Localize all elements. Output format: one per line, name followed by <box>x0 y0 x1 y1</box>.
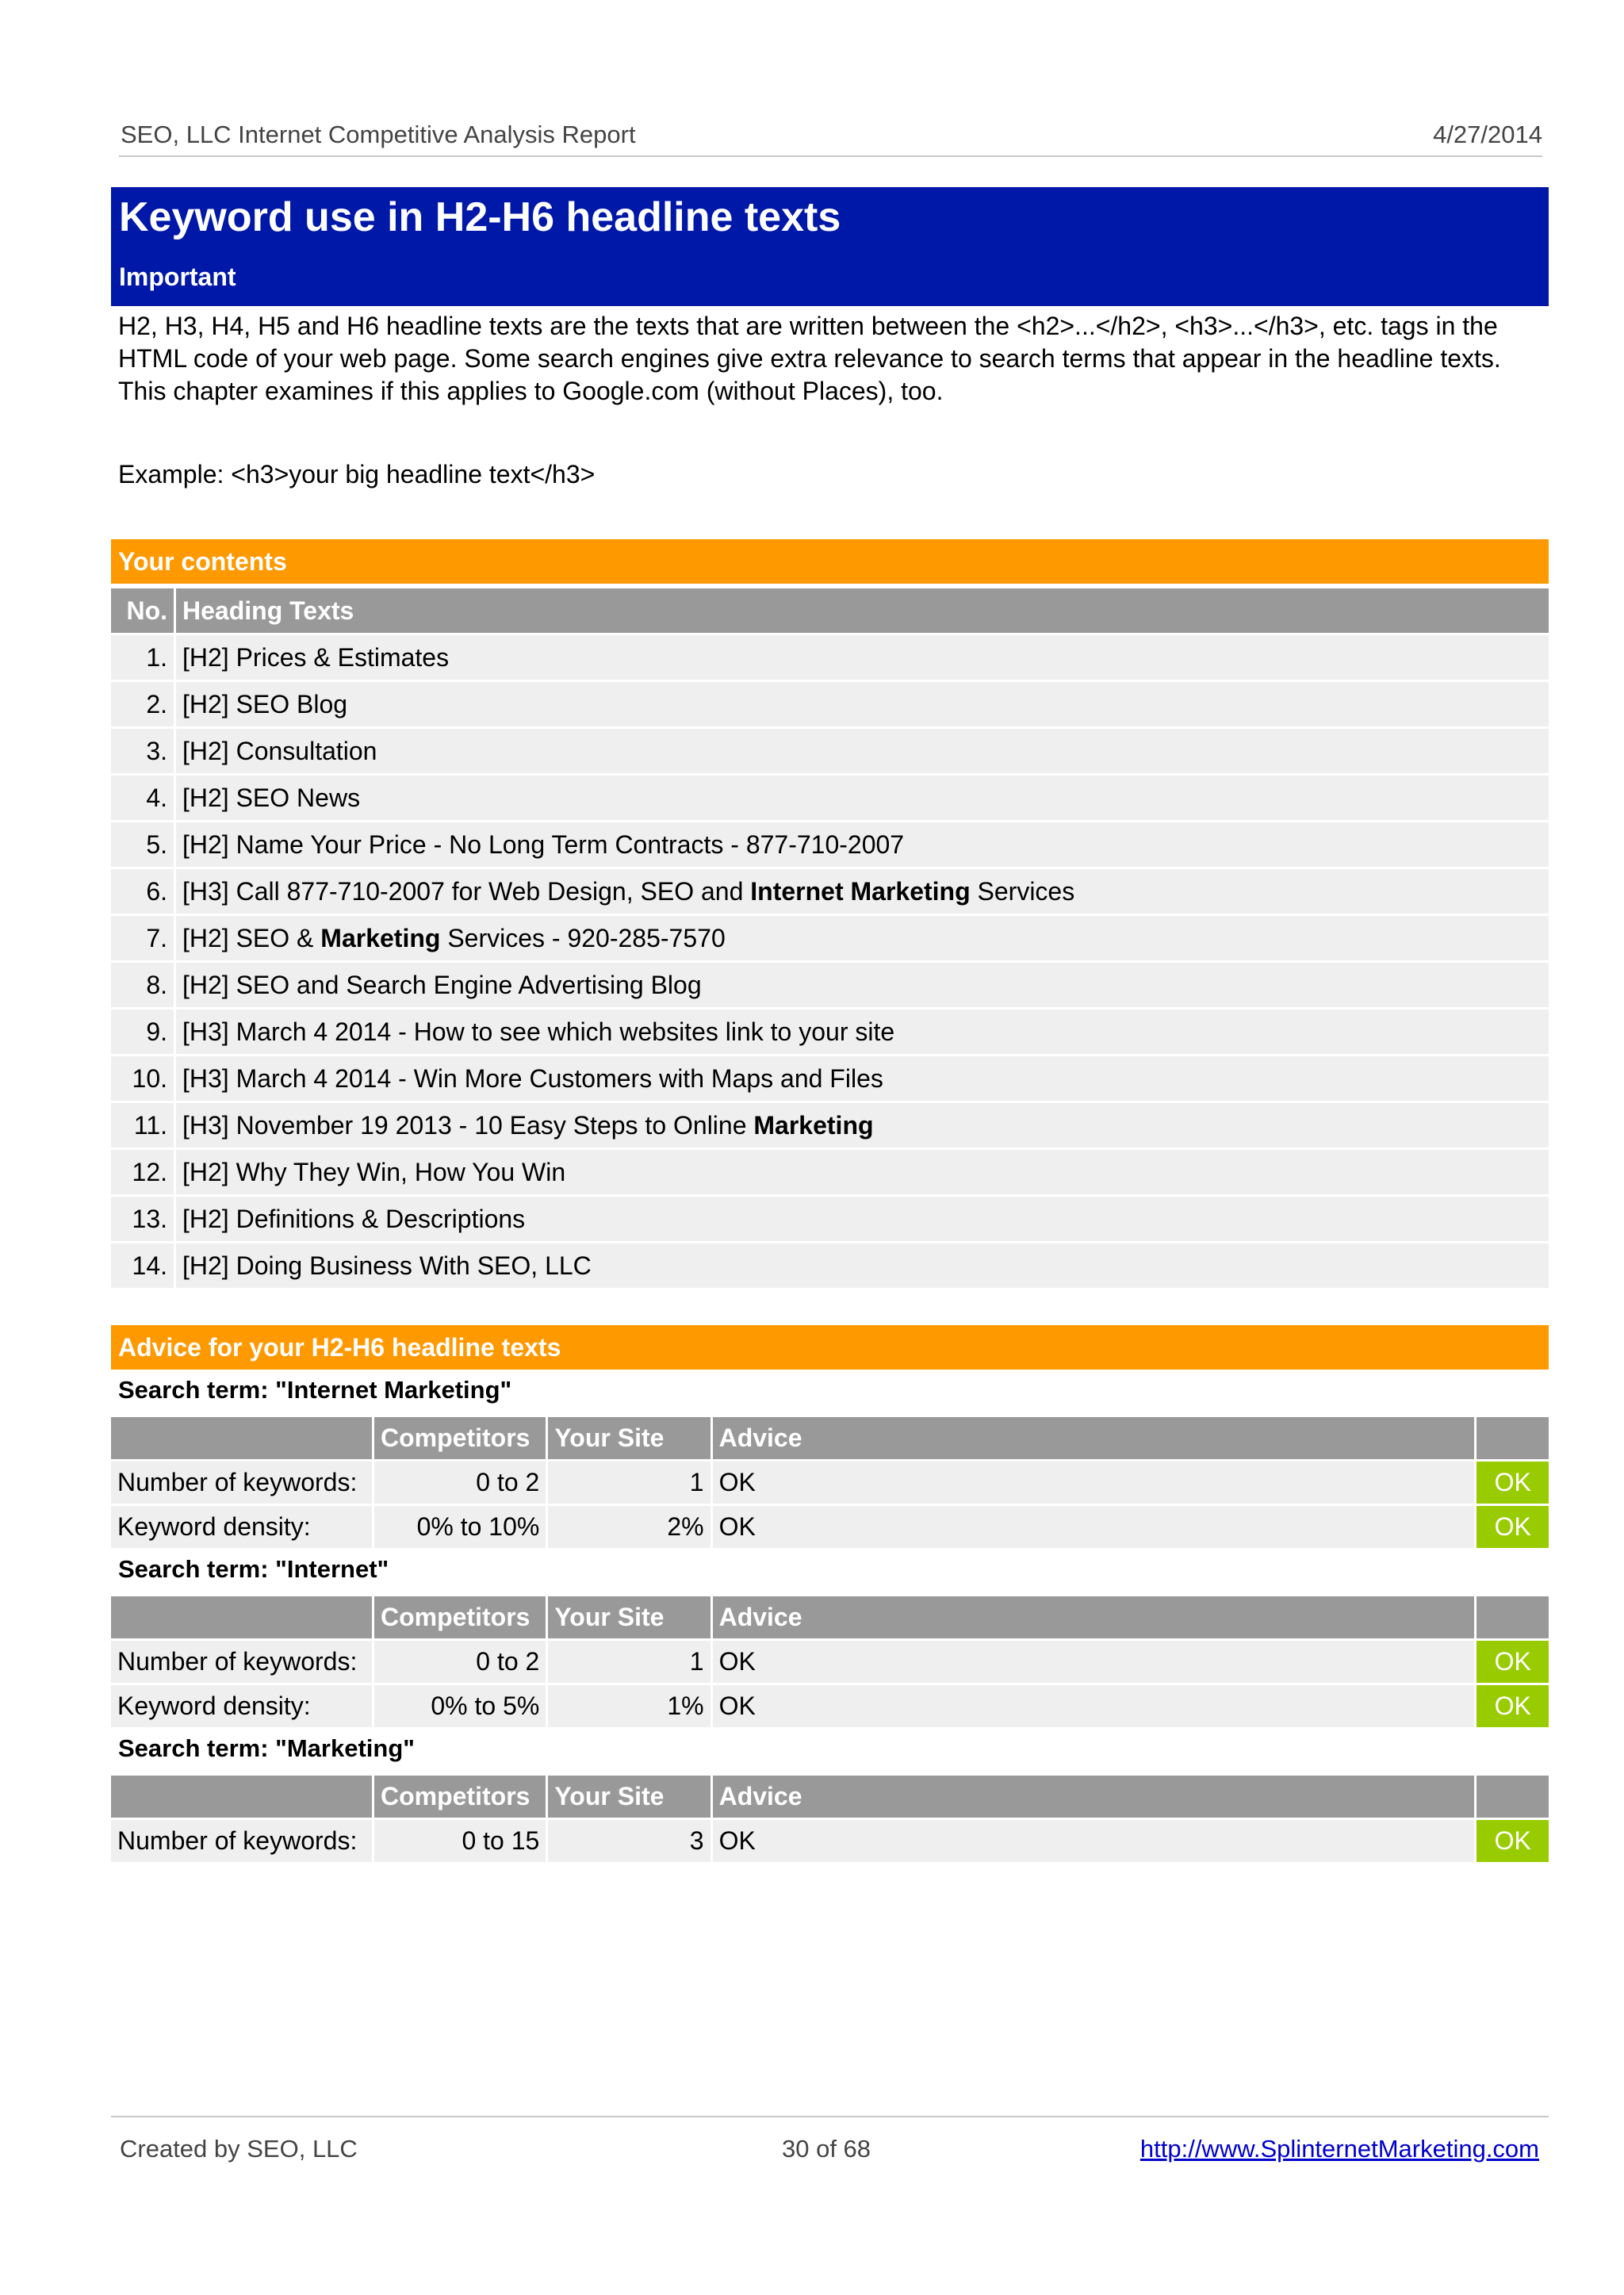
advice-section-bar: Advice for your H2-H6 headline texts <box>111 1325 1549 1370</box>
heading-row-text <box>176 682 1549 726</box>
contents-section-bar: Your contents <box>111 539 1549 584</box>
heading-text-fragment: [H2] Consultation <box>182 736 377 765</box>
heading-text-fragment: [H2] Doing Business With SEO, LLC <box>182 1251 592 1280</box>
col-status-header <box>1477 1596 1549 1638</box>
col-advice-header: Advice <box>713 1596 1477 1638</box>
heading-text-fragment: [H3] November 19 2013 - 10 Easy Steps to Online <box>182 1110 754 1140</box>
search-term-label: Search term: "Internet Marketing" <box>118 1376 512 1404</box>
advice-table-header <box>111 1596 1549 1638</box>
heading-text-fragment: [H2] Prices & Estimates <box>182 642 450 672</box>
advice-row <box>111 1820 1549 1862</box>
advice-table-header <box>111 1776 1549 1818</box>
heading-row <box>111 729 1549 773</box>
footer-created-by: Created by SEO, LLC <box>120 2135 358 2163</box>
col-competitors-header: Competitors <box>374 1417 548 1459</box>
footer-page-number: 30 of 68 <box>782 2135 871 2163</box>
heading-row-number: 4. <box>111 776 176 820</box>
your-site-value: 1% <box>548 1685 712 1727</box>
chapter-title-bar <box>111 187 1549 306</box>
report-date: 4/27/2014 <box>1433 121 1542 148</box>
heading-row-text <box>176 729 1549 773</box>
keyword-highlight: Marketing <box>753 1110 874 1140</box>
competitors-value: 0 to 2 <box>374 1462 548 1504</box>
heading-row-number: 12. <box>111 1150 176 1194</box>
heading-row-number: 1. <box>111 635 176 680</box>
col-competitors-header: Competitors <box>374 1596 548 1638</box>
headings-table-header <box>111 588 1549 633</box>
col-no-header: No. <box>111 588 176 633</box>
heading-row <box>111 635 1549 680</box>
advice-row <box>111 1685 1549 1727</box>
your-site-value: 1 <box>548 1641 712 1683</box>
headings-table <box>111 586 1549 1290</box>
importance-label: Important <box>119 262 236 291</box>
col-advice-header: Advice <box>713 1776 1477 1818</box>
page-footer <box>111 2116 1549 2165</box>
keyword-highlight: Marketing <box>320 923 441 952</box>
heading-text-fragment: [H2] Name Your Price - No Long Term Contracts - 877-710-2007 <box>182 829 905 859</box>
heading-row-number: 6. <box>111 869 176 914</box>
heading-text-fragment: [H2] Why They Win, How You Win <box>182 1157 566 1186</box>
heading-row-text <box>176 1010 1549 1054</box>
col-your-site-header: Your Site <box>548 1776 712 1818</box>
metric-label: Number of keywords: <box>111 1820 374 1862</box>
search-term-label: Search term: "Internet" <box>118 1555 389 1583</box>
col-competitors-header: Competitors <box>374 1776 548 1818</box>
heading-row-text <box>176 1056 1549 1101</box>
heading-row-number: 2. <box>111 682 176 726</box>
advice-text: OK <box>713 1685 1477 1727</box>
heading-text-fragment: [H3] March 4 2014 - Win More Customers with Maps and Files <box>182 1063 883 1093</box>
col-advice-header: Advice <box>713 1417 1477 1459</box>
heading-row-text <box>176 916 1549 960</box>
status-badge: OK <box>1477 1641 1549 1683</box>
heading-row-number: 11. <box>111 1103 176 1148</box>
heading-row-number: 8. <box>111 963 176 1007</box>
competitors-value: 0% to 5% <box>374 1685 548 1727</box>
your-site-value: 1 <box>548 1462 712 1504</box>
heading-row-text <box>176 776 1549 820</box>
advice-text: OK <box>713 1820 1477 1862</box>
report-title: SEO, LLC Internet Competitive Analysis Report <box>121 121 636 148</box>
heading-row-text <box>176 869 1549 914</box>
col-metric-header <box>111 1417 374 1459</box>
heading-row <box>111 1243 1549 1288</box>
heading-row-number: 13. <box>111 1197 176 1241</box>
heading-row-number: 10. <box>111 1056 176 1101</box>
footer-website-link[interactable]: http://www.SplinternetMarketing.com <box>1139 2135 1539 2163</box>
heading-row <box>111 1056 1549 1101</box>
heading-row-number: 9. <box>111 1010 176 1054</box>
heading-row <box>111 916 1549 960</box>
advice-text: OK <box>713 1506 1477 1548</box>
status-badge: OK <box>1477 1820 1549 1862</box>
heading-row <box>111 1197 1549 1241</box>
heading-text-fragment: [H3] March 4 2014 - How to see which websites link to your site <box>182 1017 895 1046</box>
competitors-value: 0 to 15 <box>374 1820 548 1862</box>
col-metric-header <box>111 1776 374 1818</box>
heading-row-text <box>176 635 1549 680</box>
col-status-header <box>1477 1776 1549 1818</box>
col-heading-header: Heading Texts <box>176 588 1549 633</box>
heading-row-number: 7. <box>111 916 176 960</box>
col-metric-header <box>111 1596 374 1638</box>
heading-row <box>111 776 1549 820</box>
heading-row-number: 14. <box>111 1243 176 1288</box>
heading-row <box>111 963 1549 1007</box>
col-your-site-header: Your Site <box>548 1596 712 1638</box>
your-site-value: 3 <box>548 1820 712 1862</box>
heading-text-fragment: [H2] SEO Blog <box>182 689 348 718</box>
heading-row <box>111 1103 1549 1148</box>
heading-row <box>111 1150 1549 1194</box>
heading-row <box>111 682 1549 726</box>
status-badge: OK <box>1477 1506 1549 1548</box>
heading-text-fragment: Services <box>970 876 1075 906</box>
heading-text-fragment: [H2] SEO News <box>182 783 361 812</box>
advice-row <box>111 1462 1549 1504</box>
heading-row <box>111 822 1549 867</box>
chapter-intro: H2, H3, H4, H5 and H6 headline texts are the texts that are written between the <h2>...</h2>, <h3>...</h3>, etc. tags in the HTML code of your web page. Some search engines give extra relevance to search terms that appear in the headline texts. This chapter examines if this applies to Google.com (without Places), too. <box>118 312 1501 405</box>
col-status-header <box>1477 1417 1549 1459</box>
keyword-highlight: Internet Marketing <box>750 876 971 906</box>
heading-row-number: 5. <box>111 822 176 867</box>
advice-row <box>111 1506 1549 1548</box>
heading-row <box>111 1010 1549 1054</box>
heading-row-number: 3. <box>111 729 176 773</box>
heading-text-fragment: [H2] SEO and Search Engine Advertising Blog <box>182 970 702 999</box>
metric-label: Number of keywords: <box>111 1462 374 1504</box>
heading-row-text <box>176 1103 1549 1148</box>
competitors-value: 0% to 10% <box>374 1506 548 1548</box>
status-badge: OK <box>1477 1462 1549 1504</box>
heading-row-text <box>176 1150 1549 1194</box>
heading-row-text <box>176 1197 1549 1241</box>
advice-table-header <box>111 1417 1549 1459</box>
status-badge: OK <box>1477 1685 1549 1727</box>
search-term-label: Search term: "Marketing" <box>118 1734 415 1762</box>
heading-text-fragment: [H3] Call 877-710-2007 for Web Design, SEO and <box>182 876 751 906</box>
heading-row-text <box>176 1243 1549 1288</box>
chapter-title: Keyword use in H2-H6 headline texts <box>119 194 841 240</box>
heading-row-text <box>176 963 1549 1007</box>
heading-text-fragment: [H2] Definitions & Descriptions <box>182 1204 526 1233</box>
heading-text-fragment: Services - 920-285-7570 <box>440 923 726 952</box>
page-header <box>119 119 1542 157</box>
metric-label: Keyword density: <box>111 1506 374 1548</box>
advice-table <box>111 1773 1549 1864</box>
heading-row <box>111 869 1549 914</box>
advice-table <box>111 1594 1549 1730</box>
metric-label: Keyword density: <box>111 1685 374 1727</box>
advice-table <box>111 1415 1549 1550</box>
chapter-example: Example: <h3>your big headline text</h3> <box>118 460 596 489</box>
competitors-value: 0 to 2 <box>374 1641 548 1683</box>
advice-text: OK <box>713 1462 1477 1504</box>
advice-row <box>111 1641 1549 1683</box>
col-your-site-header: Your Site <box>548 1417 712 1459</box>
heading-text-fragment: [H2] SEO & <box>182 923 321 952</box>
advice-text: OK <box>713 1641 1477 1683</box>
your-site-value: 2% <box>548 1506 712 1548</box>
metric-label: Number of keywords: <box>111 1641 374 1683</box>
heading-row-text <box>176 822 1549 867</box>
